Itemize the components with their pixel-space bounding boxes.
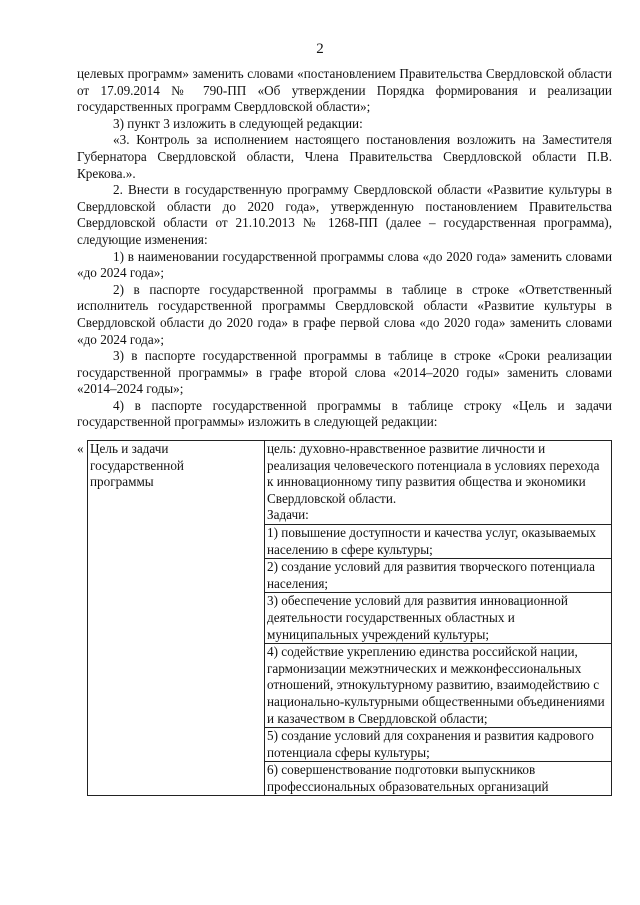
task-item: 1) повышение доступности и качества услуг, оказываемых населению в сфере культуры; bbox=[267, 524, 596, 557]
document-body bbox=[77, 66, 612, 431]
heading-line: государственной bbox=[90, 457, 184, 473]
table-cell-content bbox=[265, 441, 612, 796]
heading-line: программы bbox=[90, 474, 154, 490]
task-item: 2) создание условий для развития творческого потенциала населения; bbox=[267, 559, 595, 591]
task-item: 4) содействие укреплению единства российской нации, гармонизации межэтнических и межконфессиональных отношений, этнокультурному развитию, взаимодействию с национально-культурными общественными объединениями и казачеством в Свердловской области; bbox=[267, 644, 605, 726]
paragraph-change-2: 2) в паспорте государственной программы в таблице в строке «Ответственный исполнитель государственной программы Свердловской области «Развитие культуры в Свердловской области до 2020 года» в графе первой слова «до 2020 года» заменить словами «до 2024 года»; bbox=[77, 281, 612, 347]
paragraph-continuation: целевых программ» заменить словами «постановлением Правительства Свердловской области от 17.09.2014 № 790-ПП «Об утверждении Порядка формирования и реализации государственных программ Свердловской области»; bbox=[77, 66, 612, 115]
goal-text: цель: духовно-нравственное развитие личности и реализация человеческого потенциала в условиях перехода к инновационному типу развития общества и экономики Свердловской области. bbox=[267, 441, 600, 506]
page-number: 2 bbox=[316, 41, 324, 57]
paragraph-item-3: 3) пункт 3 изложить в следующей редакции: bbox=[113, 115, 363, 131]
task-item: 5) создание условий для сохранения и развития кадрового потенциала сферы культуры; bbox=[267, 728, 594, 760]
paragraph-change-4: 4) в паспорте государственной программы в таблице строку «Цель и задачи государственной программы» изложить в следующей редакции: bbox=[77, 397, 612, 430]
paragraph-change-1: 1) в наименовании государственной программы слова «до 2020 года» заменить словами «до 2024 года»; bbox=[77, 248, 612, 281]
tasks-label: Задачи: bbox=[267, 507, 309, 523]
paragraph-change-3: 3) в паспорте государственной программы в таблице в строке «Сроки реализации государственной программы» в графе второй слова «2014–2020 годы» заменить словами «2014–2024 годы»; bbox=[77, 348, 612, 397]
heading-line: Цель и задачи bbox=[90, 441, 169, 456]
table-row bbox=[88, 441, 612, 796]
paragraph-section-2: 2. Внести в государственную программу Свердловской области «Развитие культуры в Свердловской области до 2020 года», утвержденную постановлением Правительства Свердловской области от 21.10.2013 № 1268-ПП (далее – государственная программа), следующие изменения: bbox=[77, 182, 612, 247]
paragraph-control-clause: «3. Контроль за исполнением настоящего постановления возложить на Заместителя Губернатора Свердловской области, Члена Правительства Свердловской области П.В. Крекова.». bbox=[77, 132, 612, 181]
task-item: 3) обеспечение условий для развития инновационной деятельности государственных областных и муниципальных учреждений культуры; bbox=[267, 593, 568, 642]
task-item: 6) совершенствование подготовки выпускников профессиональных образовательных организаций bbox=[267, 762, 549, 794]
table-open-quote: « bbox=[77, 441, 84, 456]
table-cell-heading bbox=[88, 441, 265, 796]
goals-table bbox=[87, 440, 612, 796]
